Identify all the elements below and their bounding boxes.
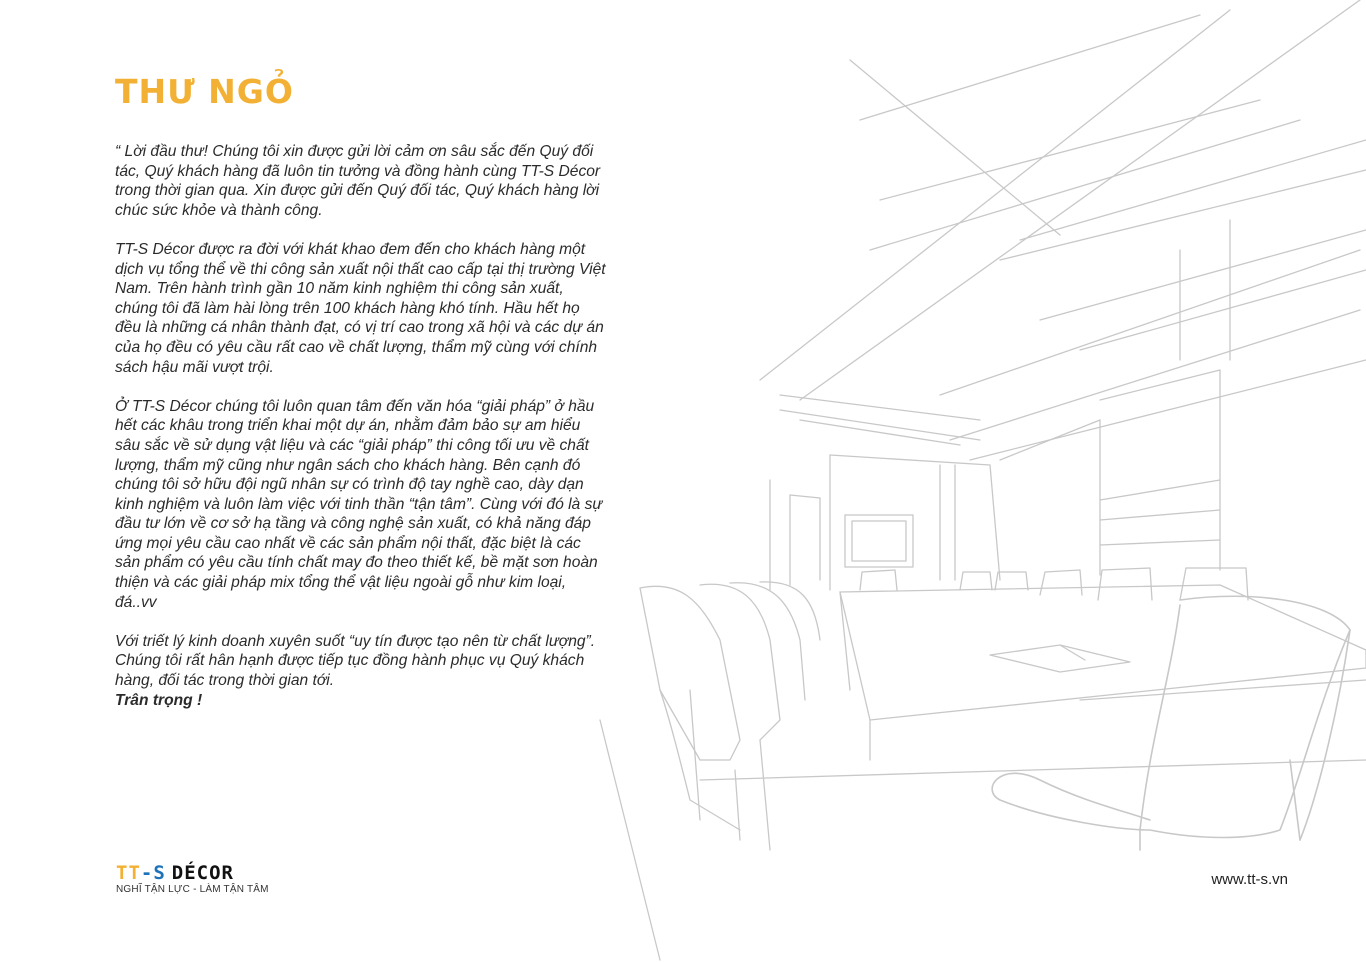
letter-closing: Trân trọng ! <box>115 691 203 709</box>
letter-paragraph: Ở TT-S Décor chúng tôi luôn quan tâm đến văn hóa “giải pháp” ở hầu hết các khâu trong triển khai một dự án, nhằm đảm bảo sự am hiểu sâu sắc về sử dụng vật liệu và các “giải pháp” thi công tối ưu về chất lượng, thẩm mỹ cũng như ngân sách cho khách hàng. Bên cạnh đó chúng tôi sở hữu đội ngũ nhân sự có trình độ tay nghề cao, dày dạn kinh nghiệm và luôn làm việc với tinh thần “tận tâm”. Cùng với đó là sự đầu tư lớn về cơ sở hạ tầng và công nghệ sản xuất, có khả năng đáp ứng mọi yêu cầu cao nhất về các sản phẩm nội thất, đặc biệt là các sản phẩm có yêu cầu tính chất may đo theo thiết kế, bề mặt sơn hoàn thiện và các giải pháp mix tổng thể vật liệu ngoài gỗ như kim loại, đá..vv <box>115 397 603 611</box>
letter-paragraph: TT-S Décor được ra đời với khát khao đem đến cho khách hàng một dịch vụ tổng thể về thi công sản xuất nội thất cao cấp tại thị trường Việt Nam. Trên hành trình gần 10 năm kinh nghiệm thi công sản xuất, chúng tôi đã làm hài lòng trên 100 khách hàng khó tính. Hầu hết họ đều là những cá nhân thành đạt, có vị trí cao trong xã hội và các dự án của họ đều có yêu cầu rất cao về chất lượng, thẩm mỹ cùng với chính sách hậu mãi vượt trội. <box>115 240 606 376</box>
back-wall <box>770 220 1230 590</box>
left-chairs <box>640 582 820 850</box>
brand-logo <box>116 862 269 895</box>
letter-paragraph: “ Lời đầu thư! Chúng tôi xin được gửi lời cảm ơn sâu sắc đến Quý đối tác, Quý khách hàng đã luôn tin tưởng và đồng hành cùng TT-S Décor trong thời gian qua. Xin được gửi đến Quý đối tác, Quý khách hàng lời chúc sức khỏe và thành công. <box>115 143 601 219</box>
website-url: www.tt-s.vn <box>1211 871 1288 888</box>
conference-table <box>840 585 1366 760</box>
logo-dash: - <box>140 862 154 884</box>
logo-decor: DÉCOR <box>171 862 234 884</box>
letter-paragraph: Với triết lý kinh doanh xuyên suốt “uy tín được tạo nên từ chất lượng”. Chúng tôi rất hân hạnh được tiếp tục đồng hành phục vụ Quý khách hàng, đối tác trong thời gian tới. <box>115 632 596 690</box>
logo-tagline: NGHĨ TẬN LỰC - LÀM TẬN TÂM <box>116 884 269 895</box>
ceiling-lines <box>760 0 1366 460</box>
logo-tt: TT <box>116 862 141 884</box>
page-title: THƯ NGỎ <box>115 72 294 111</box>
floor-lines <box>600 720 1366 960</box>
front-right-chair <box>992 596 1350 850</box>
back-chairs <box>860 568 1248 600</box>
letter-body <box>115 142 607 730</box>
logo-wordmark <box>116 862 269 884</box>
meeting-room-sketch <box>560 0 1366 962</box>
logo-s: S <box>153 862 166 884</box>
